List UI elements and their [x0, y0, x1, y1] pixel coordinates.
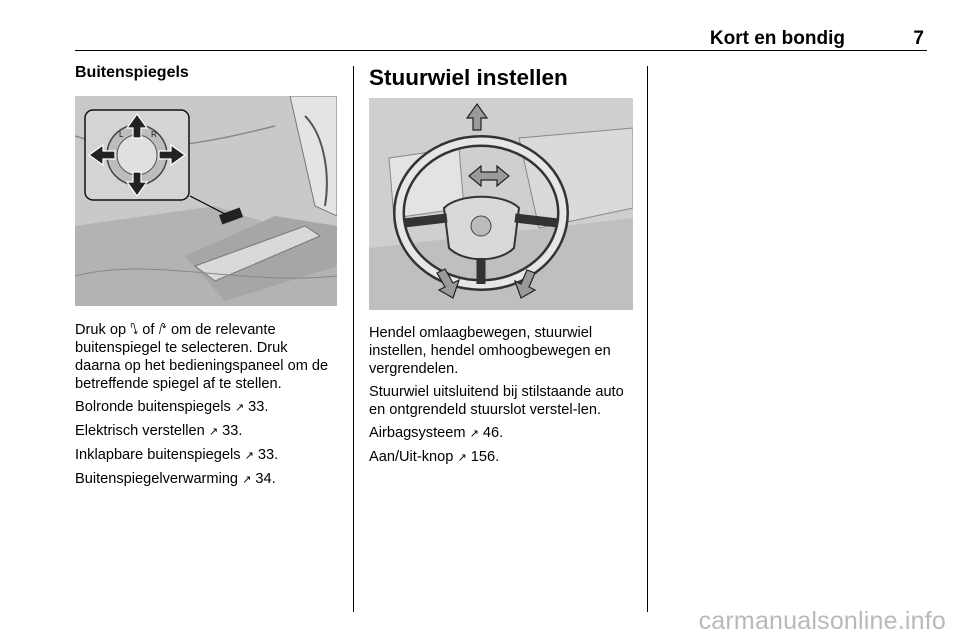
paragraph-wheel-warning: Stuurwiel uitsluitend bij stilstaande auto en ontgrendeld stuurslot verstel-len.: [369, 384, 624, 418]
svg-text:R: R: [151, 130, 157, 139]
ref-aanuit: Aan/Uit-knop ↗ 156.: [369, 448, 633, 467]
page-header: [75, 28, 927, 51]
door-mirror-switch-illustration: [75, 96, 337, 306]
cross-reference-icon: [470, 425, 479, 441]
ref-airbag: Airbagsysteem ↗ 46.: [369, 424, 633, 443]
paragraph-wheel-instructions: Hendel omlaagbewegen, stuurwiel instellen, hendel omhoogbewegen en vergrendelen.: [369, 325, 611, 377]
heading-buitenspiegels: Buitenspiegels: [75, 64, 189, 81]
ref-bolronde: Bolronde buitenspiegels ↗ 33.: [75, 398, 337, 417]
paragraph-mirror-instructions: Druk op ⭛ of ⭚ om de relevante buitenspiegel te selecteren. Druk daarna op het bedieningspaneel om de betreffende spiegel af te stellen.: [75, 322, 329, 392]
right-column: [369, 62, 633, 472]
page-number: 7: [913, 28, 924, 49]
column-divider: [647, 66, 648, 612]
cross-reference-icon: [245, 447, 254, 463]
watermark: carmanualsonline.info: [698, 607, 946, 635]
section-title: Kort en bondig: [709, 28, 845, 49]
cross-reference-icon: [209, 423, 218, 439]
cross-reference-icon: [242, 471, 251, 487]
ref-elektrisch: Elektrisch verstellen ↗ 33.: [75, 422, 337, 441]
column-divider: [353, 66, 354, 612]
left-column: [75, 62, 337, 494]
heading-stuurwiel: Stuurwiel instellen: [369, 65, 568, 90]
steering-wheel-adjustment-illustration: [369, 98, 633, 310]
svg-text:L: L: [119, 130, 124, 139]
cross-reference-icon: [235, 399, 244, 415]
ref-inklapbare: Inklapbare buitenspiegels ↗ 33.: [75, 446, 337, 465]
ref-verwarming: Buitenspiegelverwarming ↗ 34.: [75, 470, 337, 489]
cross-reference-icon: [457, 449, 466, 465]
